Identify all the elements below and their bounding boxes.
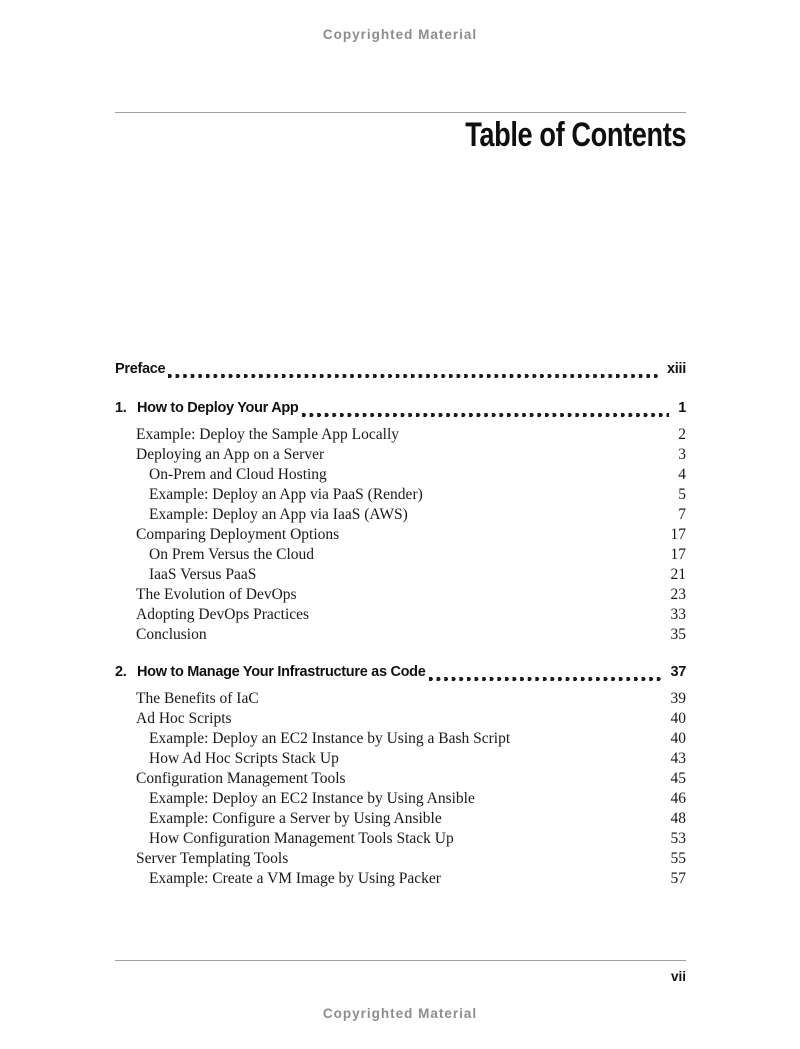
toc-entry-label: On-Prem and Cloud Hosting [149,466,327,483]
chapter-number: 1. [115,400,127,416]
toc-entry [115,709,686,729]
dot-leader [302,413,670,417]
toc-entry [115,625,686,645]
toc-chapter-section [115,400,686,645]
toc-entry-page-number: 57 [670,870,686,887]
toc-entry-page-number: 55 [670,850,686,867]
header-rule [115,112,686,113]
chapter-number: 2. [115,664,127,680]
chapter-page-number: 1 [678,400,686,416]
toc-entry-page-number: 53 [670,830,686,847]
toc-entry-page-number: 46 [670,790,686,807]
toc-entry-label: The Benefits of IaC [136,690,259,707]
toc-entry-label: IaaS Versus PaaS [149,566,257,583]
toc-entry-label: Example: Deploy an EC2 Instance by Using a Bash Script [149,730,511,747]
toc-entry [115,689,686,709]
toc [115,361,686,889]
footer-rule [115,960,686,961]
toc-entry-label: Example: Deploy an App via PaaS (Render) [149,486,423,503]
toc-entry-page-number: 23 [670,586,686,603]
toc-entry-page-number: 3 [678,446,686,463]
toc-entry [115,789,686,809]
toc-chapter-section [115,664,686,889]
front-matter-title: Preface [115,361,166,377]
toc-entry [115,425,686,445]
toc-entry-label: How Ad Hoc Scripts Stack Up [149,750,339,767]
toc-entry [115,729,686,749]
toc-entry-label: How Configuration Management Tools Stack Up [149,830,454,847]
toc-entry-page-number: 17 [670,546,686,563]
front-matter-page-number: xiii [667,361,686,377]
toc-entry-page-number: 7 [678,506,686,523]
toc-entry-label: Configuration Management Tools [136,770,346,787]
toc-entry [115,505,686,525]
toc-entry [115,605,686,625]
toc-entry-label: Ad Hoc Scripts [136,710,232,727]
toc-entry-label: Server Templating Tools [136,850,289,867]
chapter-page-number: 37 [670,664,686,680]
toc-entry-page-number: 39 [670,690,686,707]
chapter-title: How to Manage Your Infrastructure as Code [137,664,426,680]
copyright-notice-bottom: Copyrighted Material [322,1006,478,1021]
toc-entry [115,525,686,545]
toc-entry [115,829,686,849]
toc-entry-page-number: 17 [670,526,686,543]
toc-entry-label: Example: Create a VM Image by Using Packer [149,870,441,887]
toc-entry-page-number: 43 [670,750,686,767]
toc-entry-page-number: 40 [670,710,686,727]
toc-entry [115,749,686,769]
toc-entry [115,809,686,829]
toc-entry [115,445,686,465]
toc-chapter-row [115,400,686,420]
toc-entry-page-number: 5 [678,486,686,503]
toc-entry-label: Comparing Deployment Options [136,526,340,543]
toc-entry-page-number: 2 [678,426,686,443]
toc-entry-label: On Prem Versus the Cloud [149,546,315,563]
dot-leader [168,374,658,378]
toc-entry-label: Example: Deploy an App via IaaS (AWS) [149,506,408,523]
toc-entry [115,869,686,889]
toc-entry-label: Conclusion [136,626,207,643]
toc-entry-page-number: 35 [670,626,686,643]
toc-entry [115,545,686,565]
toc-entry-page-number: 40 [670,730,686,747]
toc-entry [115,849,686,869]
toc-entry-label: Example: Deploy an EC2 Instance by Using Ansible [149,790,475,807]
toc-entry [115,585,686,605]
toc-entry-label: Example: Configure a Server by Using Ansible [149,810,442,827]
copyright-notice-top: Copyrighted Material [322,27,478,42]
toc-entry-page-number: 48 [670,810,686,827]
toc-entry-label: Example: Deploy the Sample App Locally [136,426,400,443]
toc-entry-label: The Evolution of DevOps [136,586,297,603]
toc-chapter-row [115,664,686,684]
toc-entry-page-number: 33 [670,606,686,623]
page-title: Table of Contents [465,116,686,154]
toc-entry [115,465,686,485]
toc-entry [115,769,686,789]
toc-entry [115,565,686,585]
dot-leader [429,677,662,681]
chapter-title: How to Deploy Your App [137,400,299,416]
toc-entry-page-number: 45 [670,770,686,787]
folio-page-number: vii [670,969,686,984]
toc-entry-page-number: 4 [678,466,686,483]
toc-entry-label: Deploying an App on a Server [136,446,325,463]
toc-entry [115,485,686,505]
toc-entry-page-number: 21 [670,566,686,583]
toc-front-matter-row [115,361,686,381]
toc-entry-label: Adopting DevOps Practices [136,606,310,623]
